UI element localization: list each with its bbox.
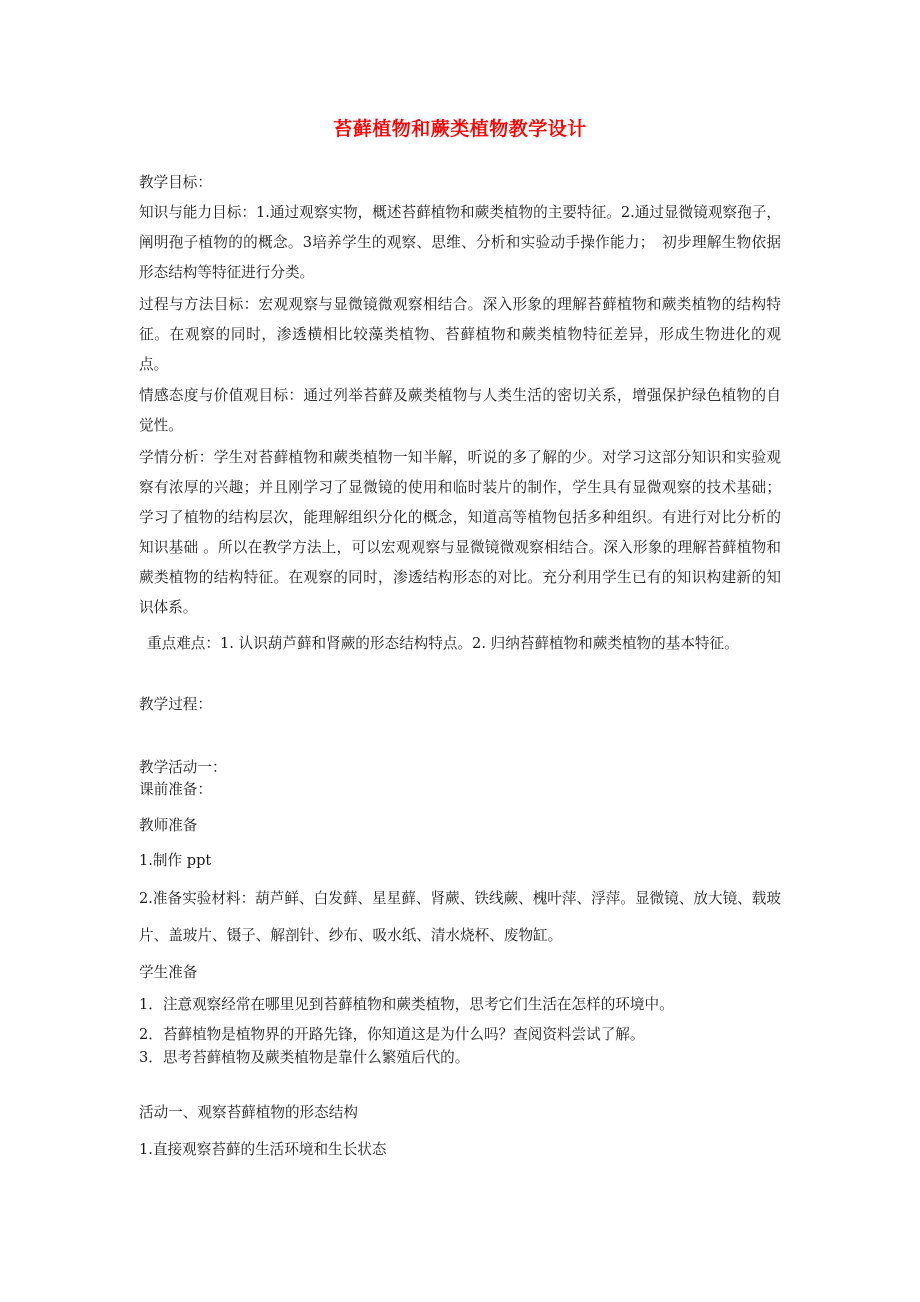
pre-class-heading: 课前准备： [139,781,212,798]
student-item: 1．注意观察经常在哪里见到苔藓植物和蕨类植物，思考它们生活在怎样的环境中。 [139,996,674,1013]
student-item: 2．苔藓植物是植物界的开路先锋，你知道这是为什么吗？查阅资料尝试了解。 [139,1026,645,1043]
activity-one-heading: 教学活动一： [139,759,227,776]
teacher-item: 2.准备实验材料：葫芦鲜、白发藓、星星藓、肾蕨、铁线蕨、槐叶萍、浮萍。显微镜、放大镜、载玻片、盖玻片、镊子、解剖针、纱布、吸水纸、清水烧杯、废物缸。 [139,890,781,944]
teacher-item: 1.制作 ppt [139,852,212,869]
knowledge-goal-paragraph: 知识与能力目标：1.通过观察实物，概述苔藓植物和蕨类植物的主要特征。2.通过显微镜观察孢子，阐明孢子植物的的概念。3培养学生的观察、思维、分析和实验动手操作能力； 初步理解生物依据形态结构等特征进行分类。 [139,204,781,281]
teacher-prep-heading: 教师准备 [139,817,198,834]
student-prep-heading: 学生准备 [139,964,198,981]
document-title: 苔藓植物和蕨类植物教学设计 [333,118,587,140]
key-points-paragraph: 重点难点：1. 认识葫芦藓和肾蕨的形态结构特点。2. 归纳苔藓植物和蕨类植物的基本特征。 [147,635,739,652]
activity-item: 1.直接观察苔藓的生活环境和生长状态 [139,1141,387,1158]
student-analysis-paragraph: 学情分析：学生对苔藓植物和蕨类植物一知半解，听说的多了解的少。对学习这部分知识和实验观察有浓厚的兴趣；并且刚学习了显微镜的使用和临时装片的制作，学生具有显微观察的技术基础；学习了植物的结构层次，能理解组织分化的概念，知道高等植物包括多种组织。有进行对比分析的知识基础 。所以在教学方法上，可以宏观观察与显微镜微观察相结合。深入形象的理解苔藓植物和蕨类植物的结构特征。在观察的同时，渗透结构形态的对比。充分利用学生已有的知识构建新的知识体系。 [139,449,781,616]
goals-heading: 教学目标： [139,174,212,191]
student-item: 3．思考苔藓植物及蕨类植物是靠什么繁殖后代的。 [139,1049,470,1066]
activity-title: 活动一、观察苔藓植物的形态结构 [139,1104,358,1121]
emotion-goal-paragraph: 情感态度与价值观目标：通过列举苔藓及蕨类植物与人类生活的密切关系，增强保护绿色植物的自觉性。 [139,387,781,434]
process-goal-paragraph: 过程与方法目标：宏观观察与显微镜微观察相结合。深入形象的理解苔藓植物和蕨类植物的结构特征。在观察的同时，渗透横相比较藻类植物、苔藓植物和蕨类植物特征差异，形成生物进化的观点。 [139,296,781,373]
process-heading: 教学过程： [139,696,212,713]
